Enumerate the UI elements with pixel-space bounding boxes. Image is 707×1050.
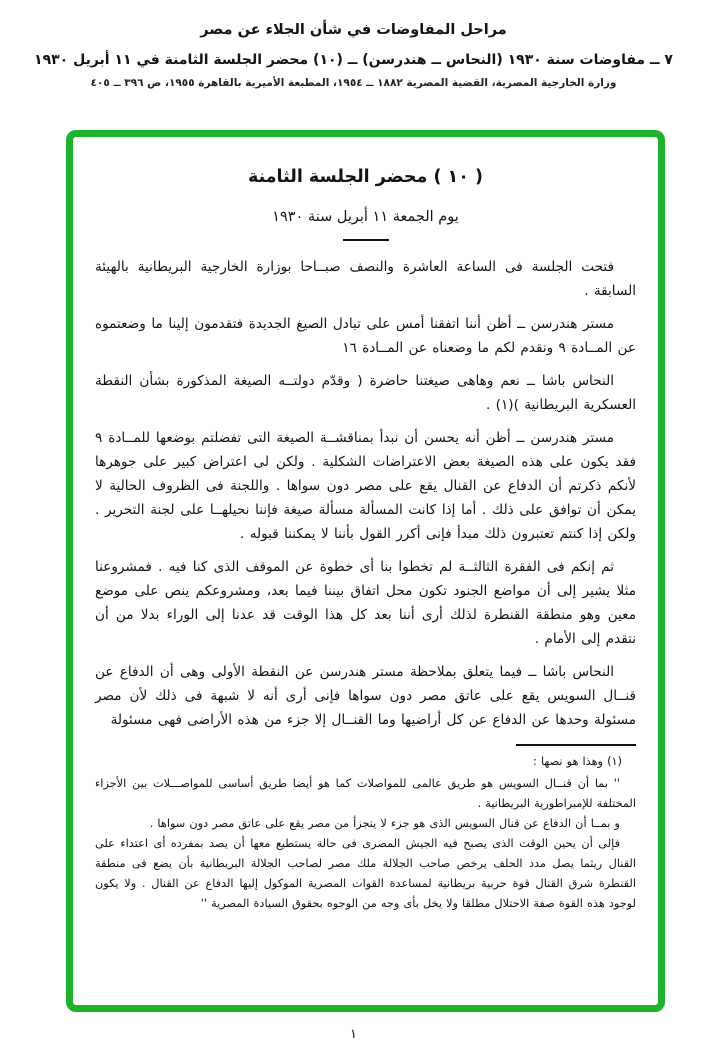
- footnote-paragraph: فإلى أن يحين الوقت الذى يصبح فيه الجيش المصرى فى حالة يستطيع معها أن يصد بمفرده أى اعتداء على القنال ريثما يصل مدد الحلف يرخص صاحب الجلالة ملك مصر لصاحب الجلالة البريطانية بأن يضع فى منطقة القنطرة شرق القنال قوة حربية بريطانية لمساعدة القوات المصرية الموكول إليها الدفاع عن القنال . ولا يكون لوجود هذه القوة صفة الاحتلال مطلقا ولا يخل بأى وجه من الوجوه بحقوق السيادة المصرية '': [95, 837, 636, 910]
- footnote-paragraph: و بمــا أن الدفاع عن قنال السويس الذى هو جزء لا يتجزأ من مصر يقع على عاتق مصر دون سواها .: [149, 817, 620, 830]
- footnote: [95, 752, 636, 914]
- footnote-intro: (١) وهذا هو نصها :: [533, 755, 622, 768]
- body-paragraph: مستر هندرسن ــ أظن أنه يحسن أن نبدأ بمناقشــة الصيغة التى تفضلتم بوضعها للمــادة ٩ فقد يكون على هذه الصيغة بعض الاعتراضات الشكلية . ولكن لى اعتراض كبير على جوهرها لأنكم ذكرتم أن الدفاع عن القنال يقع على مصر دون سواها . واللجنة فى الظروف الحالية لا يمكن أن توافق على ذلك . أما إذا كانت المسألة مسألة صيغة فإننا نحيلهــا على لجنة التحرير . ولكن إذا كنتم تعتبرون ذلك مبدأ فإنى أكرر القول بأننا لا يمكننا قبوله .: [95, 430, 636, 542]
- header-title: مراحل المفاوضات في شأن الجلاء عن مصر: [200, 22, 507, 38]
- footnote-paragraph: '' بما أن قنــال السويس هو طريق عالمى للمواصلات كما هو أيضا طريق أساسى للمواصـــلات بين الأجزاء المختلفة للإمبراطورية البريطانية .: [95, 777, 636, 810]
- session-body: [95, 255, 636, 732]
- header-subtitle: ٧ ــ مفاوضات سنة ١٩٣٠ (النحاس ــ هندرسن) ــ (١٠) محضر الجلسة الثامنة في ١١ أبريل ١٩٣٠: [34, 52, 673, 68]
- page-header: [0, 22, 707, 89]
- body-paragraph: فتحت الجلسة فى الساعة العاشرة والنصف صبــاحا بوزارة الخارجية البريطانية بالهيئة السابقة .: [95, 259, 636, 299]
- date-divider: [343, 239, 389, 241]
- page-number: ١: [350, 1027, 357, 1042]
- document-frame: [66, 130, 665, 1012]
- body-paragraph: ثم إنكم فى الفقرة الثالثــة لم تخطوا بنا أى خطوة عن الموقف الذى كنا فيه . فمشروعنا مثلا يشير إلى أن مواضع الجنود تكون محل اتفاق بيننا فيما بعد، ومشروعكم ينص على موضع معين وهو منطقة القنطرة لذلك أرى أننا بعد كل هذا الوقت قد عدنا إلى الوراء بدلا من أن نتقدم إلى الأمام .: [95, 559, 636, 647]
- header-source-line: وزارة الخارجية المصرية، القضية المصرية ١٨٨٢ ــ ١٩٥٤، المطبعة الأميرية بالقاهرة ١٩٥٥، ص ٣٩٦ ــ ٤٠٥: [90, 77, 617, 89]
- body-paragraph: مستر هندرسن ــ أظن أننا اتفقنا أمس على تبادل الصيغ الجديدة فتقدمون إلينا ما وضعتموه عن المــادة ٩ ونقدم لكم ما وضعناه عن المــادة ١٦: [95, 316, 636, 356]
- session-title: ( ١٠ ) محضر الجلسة الثامنة: [247, 167, 484, 187]
- session-date: يوم الجمعة ١١ أبريل سنة ١٩٣٠: [272, 209, 459, 225]
- body-paragraph: النحاس باشا ــ نعم وهاهى صيغتنا حاضرة ( وقدّم دولتــه الصيغة المذكورة بشأن النقطة العسكرية البريطانية )(١) .: [95, 373, 636, 413]
- footnote-divider: [516, 744, 636, 746]
- body-paragraph: النحاس باشا ــ فيما يتعلق بملاحظة مستر هندرسن عن النقطة الأولى وهى أن الدفاع عن قنــال السويس يقع على عاتق مصر دون سواها فإنى أرى أنه لا شبهة فى ذلك لأن مصر مسئولة وحدها عن الدفاع عن كل أراضيها وما القنــال إلا جزء من هذه الأراضى فهى مسئولة: [95, 664, 636, 728]
